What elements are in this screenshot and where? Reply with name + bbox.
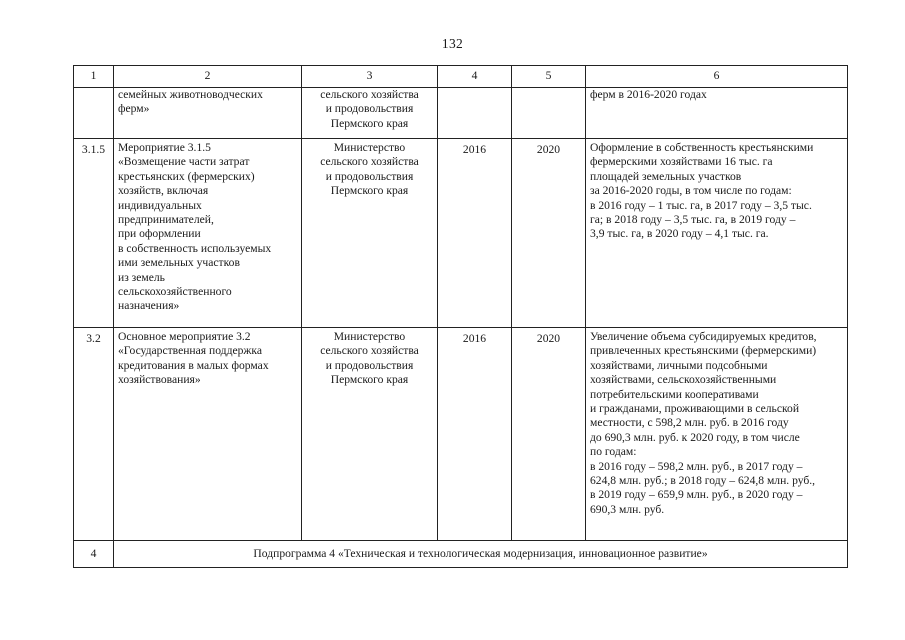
table-row-continuation — [74, 88, 848, 139]
event-cell: Основное мероприятие 3.2 «Государственная поддержка кредитования в малых формах хозяйствования» — [114, 328, 302, 541]
table-row — [74, 328, 848, 541]
executor-cell: сельского хозяйства и продовольствия Пермского края — [302, 88, 438, 139]
subprogram-row — [74, 541, 848, 568]
executor-cell: Министерство сельского хозяйства и продовольствия Пермского края — [302, 139, 438, 328]
end-year-cell: 2020 — [512, 328, 586, 541]
row-number-cell: 3.1.5 — [74, 139, 114, 328]
start-year-cell — [438, 88, 512, 139]
subprogram-number-cell: 4 — [74, 541, 114, 568]
table-header-row — [74, 66, 848, 88]
event-cell: Мероприятие 3.1.5 «Возмещение части затрат крестьянских (фермерских) хозяйств, включая индивидуальных предпринимателей, при оформлении в собственность используемых ими земельных участков из земель сельскохозяйственного назначения» — [114, 139, 302, 328]
end-year-cell — [512, 88, 586, 139]
row-number-cell: 3.2 — [74, 328, 114, 541]
start-year-cell: 2016 — [438, 328, 512, 541]
header-cell-4: 4 — [438, 66, 512, 88]
header-cell-1: 1 — [74, 66, 114, 88]
activities-table — [73, 65, 848, 568]
table-row — [74, 139, 848, 328]
end-year-cell: 2020 — [512, 139, 586, 328]
result-cell: Увеличение объема субсидируемых кредитов, привлеченных крестьянскими (фермерскими) хозяйствами, личными подсобными хозяйствами, сельскохозяйственными потребительскими кооперативами и гражданами, проживающими в сельской местности, с 598,2 млн. руб. в 2016 году до 690,3 млн. руб. к 2020 году, в том числе по годам: в 2016 году – 598,2 млн. руб., в 2017 году – 624,8 млн. руб.; в 2018 году – 624,8 млн. руб., в 2019 году – 659,9 млн. руб., в 2020 году – 690,3 млн. руб. — [586, 328, 848, 541]
header-cell-3: 3 — [302, 66, 438, 88]
subprogram-title-cell: Подпрограмма 4 «Техническая и технологическая модернизация, инновационное развитие» — [114, 541, 848, 568]
page-number: 132 — [441, 36, 464, 51]
start-year-cell: 2016 — [438, 139, 512, 328]
result-cell: Оформление в собственность крестьянскими фермерскими хозяйствами 16 тыс. га площадей земельных участков за 2016-2020 годы, в том числе по годам: в 2016 году – 1 тыс. га, в 2017 году – 3,5 тыс. га; в 2018 году – 3,5 тыс. га, в 2019 году – 3,9 тыс. га, в 2020 году – 4,1 тыс. га. — [586, 139, 848, 328]
header-cell-5: 5 — [512, 66, 586, 88]
header-cell-6: 6 — [586, 66, 848, 88]
header-cell-2: 2 — [114, 66, 302, 88]
result-cell: ферм в 2016-2020 годах — [586, 88, 848, 139]
event-cell: семейных животноводческих ферм» — [114, 88, 302, 139]
row-number-cell — [74, 88, 114, 139]
executor-cell: Министерство сельского хозяйства и продовольствия Пермского края — [302, 328, 438, 541]
